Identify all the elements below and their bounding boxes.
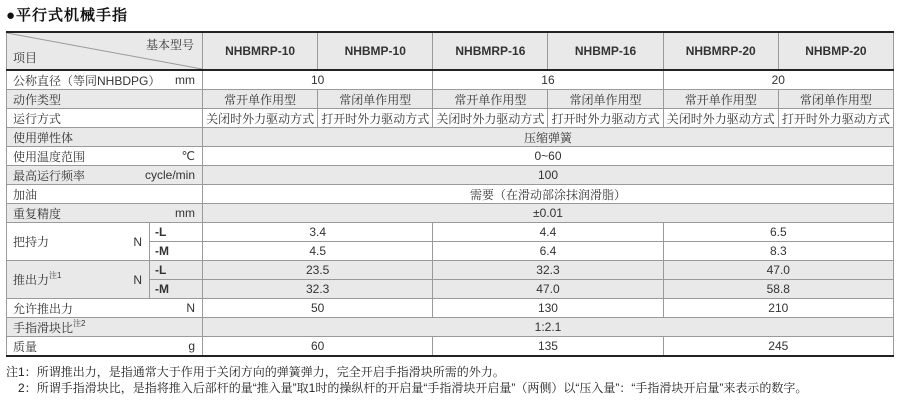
row-label-text: 使用温度范围	[13, 149, 86, 164]
row-label: 手指滑块比$^{注2}$	[7, 318, 203, 337]
value-cell: 50	[203, 299, 433, 318]
value-cell: 关闭时外力驱动方式	[203, 109, 318, 128]
row-label	[7, 70, 203, 90]
value-cell: 关闭时外力驱动方式	[433, 109, 548, 128]
model-header: NHBMP-10	[318, 32, 433, 70]
table-row	[7, 166, 894, 185]
value-cell: 6.5	[663, 223, 893, 242]
table-row	[7, 204, 894, 223]
row-label-text: 允许推出力	[13, 301, 74, 316]
table-row	[7, 90, 894, 109]
row-label: 运行方式	[7, 109, 203, 128]
table-row	[7, 147, 894, 166]
value-cell: 245	[663, 337, 893, 357]
row-label	[7, 147, 203, 166]
row-label: 加油	[7, 185, 203, 204]
footnote-1-prefix: 注1：	[6, 365, 37, 379]
footnote-1	[6, 364, 894, 380]
page-title: ●平行式机械手指	[6, 7, 129, 24]
row-label: 使用弹性体	[7, 128, 203, 147]
value-cell: 210	[663, 299, 893, 318]
value-cell: 需要（在滑动部涂抹润滑脂）	[203, 185, 894, 204]
row-label-text: 公称直径（等同NHBDPG）	[13, 73, 161, 88]
table-row	[7, 337, 894, 357]
table-row	[7, 261, 894, 280]
unit-label: mm	[175, 73, 195, 87]
corner-top-label: 基本型号	[145, 38, 194, 52]
row-label-text: 重复精度	[13, 206, 62, 221]
unit-label: N	[186, 301, 195, 315]
value-cell: 32.3	[203, 280, 433, 299]
value-cell: 23.5	[203, 261, 433, 280]
footnote-2-text: 所谓手指滑块比，是指将推入后部杆的量“推入量”取1时的操纵杆的开启量“手指滑块开启量”（两侧）以“压入量”：“手指滑块开启量”来表示的数字。	[36, 381, 808, 395]
value-cell: 常开单作用型	[433, 90, 548, 109]
value-cell: 47.0	[663, 261, 893, 280]
corner-cell	[7, 32, 203, 70]
unit-label: cycle/min	[144, 168, 195, 182]
value-cell: 常闭单作用型	[548, 90, 663, 109]
table-row	[7, 70, 894, 90]
value-cell: 32.3	[433, 261, 663, 280]
sub-row-label: -M	[150, 242, 203, 261]
table-row	[7, 318, 894, 337]
value-cell: 3.4	[203, 223, 433, 242]
row-label-text: 推出力$^{注1}$	[13, 271, 62, 287]
model-header: NHBMRP-20	[663, 32, 778, 70]
value-cell: 压缩弹簧	[203, 128, 894, 147]
value-cell: 关闭时外力驱动方式	[663, 109, 778, 128]
value-cell: 100	[203, 166, 894, 185]
unit-label: N	[133, 272, 142, 287]
value-cell: 打开时外力驱动方式	[318, 109, 433, 128]
footnote-1-text: 所谓推出力，是指通常大于作用于关闭方向的弹簧弹力，完全开启手指滑块所需的外力。	[36, 365, 505, 379]
value-cell: 打开时外力驱动方式	[548, 109, 663, 128]
footnote-marker: 注1	[49, 271, 62, 280]
value-cell: 8.3	[663, 242, 893, 261]
row-label	[7, 337, 203, 357]
sub-row-label: -L	[150, 223, 203, 242]
value-cell: 60	[203, 337, 433, 357]
spec-table	[6, 31, 894, 357]
model-header: NHBMP-16	[548, 32, 663, 70]
sub-row-label: -M	[150, 280, 203, 299]
row-label	[7, 299, 203, 318]
model-header: NHBMRP-16	[433, 32, 548, 70]
row-label	[7, 223, 150, 261]
value-cell: 16	[433, 70, 663, 90]
corner-bottom-label: 项目	[13, 51, 38, 65]
model-header: NHBMRP-10	[203, 32, 318, 70]
row-label	[7, 204, 203, 223]
table-row	[7, 223, 894, 242]
unit-label: mm	[175, 206, 195, 220]
value-cell: 130	[433, 299, 663, 318]
value-cell: 58.8	[663, 280, 893, 299]
table-row	[7, 109, 894, 128]
value-cell: ±0.01	[203, 204, 894, 223]
footnote-marker: 注2	[73, 318, 86, 328]
value-cell: 常开单作用型	[203, 90, 318, 109]
row-label: 动作类型	[7, 90, 203, 109]
row-label-text: 质量	[13, 339, 38, 354]
value-cell: 常闭单作用型	[778, 90, 893, 109]
table-row	[7, 185, 894, 204]
value-cell: 打开时外力驱动方式	[778, 109, 893, 128]
value-cell: 135	[433, 337, 663, 357]
value-cell: 常开单作用型	[663, 90, 778, 109]
table-row	[7, 299, 894, 318]
value-cell: 1:2.1	[203, 318, 894, 337]
footnote-2-prefix: 2：	[18, 381, 37, 395]
value-cell: 常闭单作用型	[318, 90, 433, 109]
footnotes	[6, 364, 894, 396]
row-label-text: 最高运行频率	[13, 168, 86, 183]
value-cell: 10	[203, 70, 433, 90]
value-cell: 6.4	[433, 242, 663, 261]
model-header: NHBMP-20	[778, 32, 893, 70]
footnote-2	[6, 380, 894, 396]
row-label	[7, 166, 203, 185]
row-label-text: 把持力	[13, 235, 50, 249]
unit-label: g	[188, 339, 195, 353]
table-row	[7, 128, 894, 147]
value-cell: 4.4	[433, 223, 663, 242]
table-header-row	[7, 32, 894, 70]
value-cell: 4.5	[203, 242, 433, 261]
sub-row-label: -L	[150, 261, 203, 280]
unit-label: N	[133, 234, 142, 249]
unit-label: ℃	[181, 149, 195, 163]
value-cell: 0~60	[203, 147, 894, 166]
row-label	[7, 261, 150, 299]
value-cell: 20	[663, 70, 893, 90]
value-cell: 47.0	[433, 280, 663, 299]
